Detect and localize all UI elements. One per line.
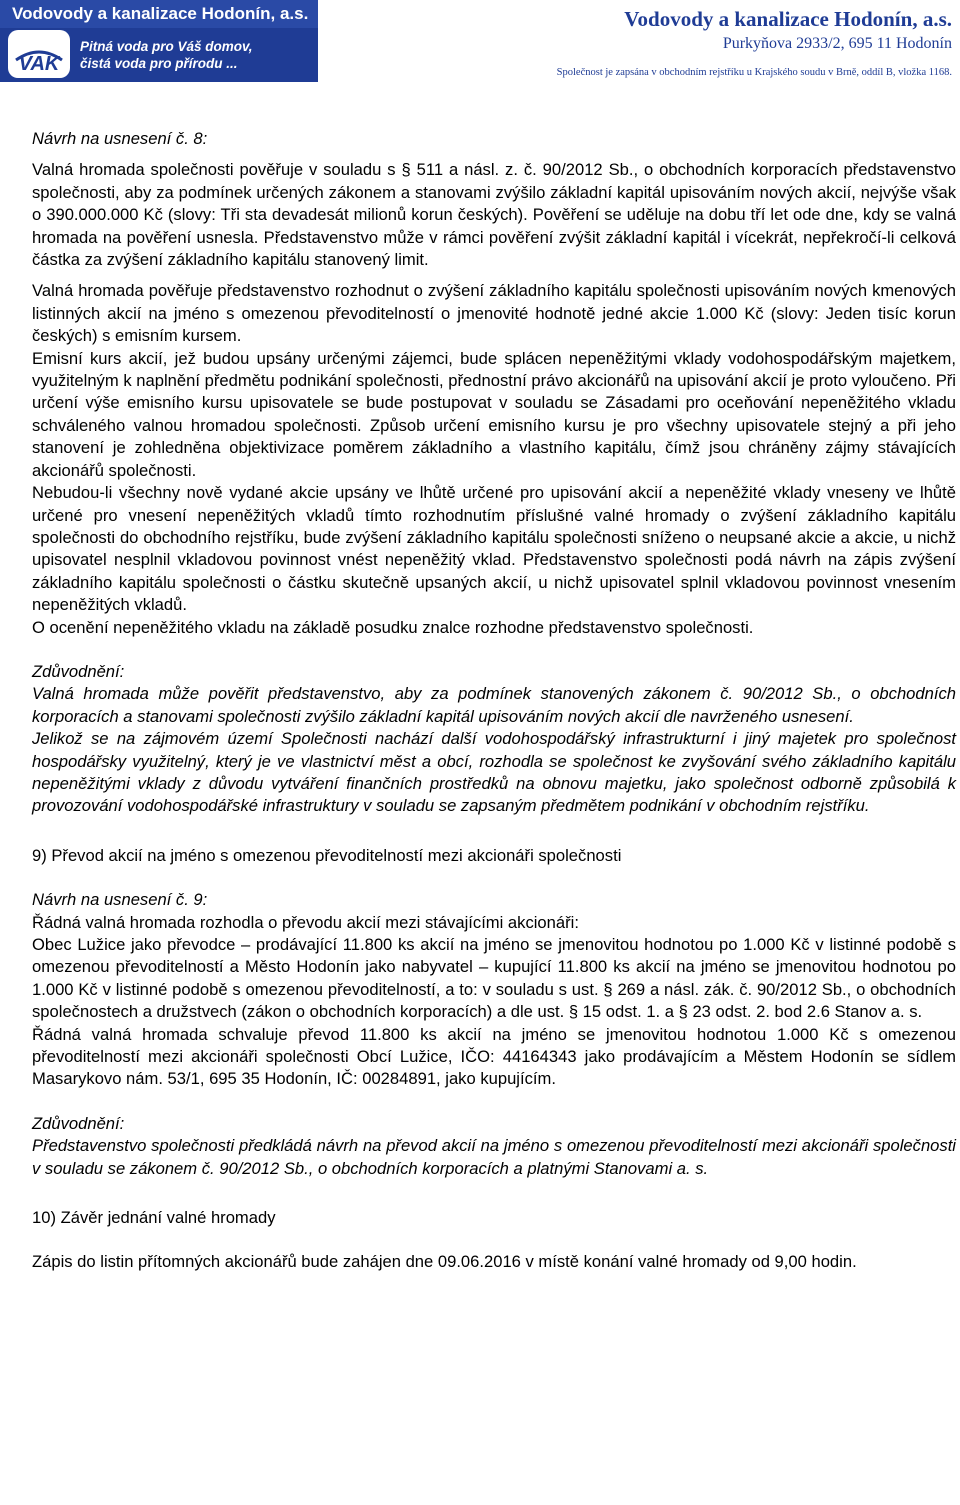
proposal-8-paragraph-5: O ocenění nepeněžitého vkladu na základě posudku znalce rozhodne představenstvo společnosti. [32,617,754,637]
company-address: Purkyňova 2933/2, 695 11 Hodonín [722,35,952,52]
document-body [32,128,956,1274]
proposal-9-paragraph-2: Obec Lužice jako převodce – prodávající 11.800 ks akcií na jméno se jmenovitou hodnotou po 1.000 Kč v listinné podobě s omezenou převoditelností a Město Hodonín jako nabyvatel – kupující 11.800 ks akcií na jméno se jmenovitou hodnotou po 1.000 Kč v listinné podobě s omezenou převoditelností, a to: v souladu s ust. § 269 a násl. zák. č. 90/2012 Sb., o obchodních společnostech a družstvech (zákon o obchodních korporacích) a dle ust. § 15 odst. 1. a § 23 odst. 2. bod 2.6 Stanov a. s. [32,935,956,1022]
logo-banner: Vodovody a kanalizace Hodonín, a.s. [0,0,318,28]
logo-slogan-line-2: čistá voda pro přírodu ... [80,56,238,71]
item-10-paragraph-1: Zápis do listin přítomných akcionářů bude zahájen dne 09.06.2016 v místě konání valné hromady od 9,00 hodin. [32,1252,857,1272]
proposal-8-paragraph-4: Nebudou-li všechny nově vydané akcie upsány ve lhůtě určené pro upisování akcií a nepeněžité vklady vneseny ve lhůtě určené pro vnesení nepeněžitých vkladů tímto rozhodnutím příslušné valné hromady o zvýšení základního kapitálu společnosti do obchodního rejstříku, bude zvýšení základního kapitálu společnosti sníženo o neupsané akcie a akcie, u nichž upisovatel nesplnil vkladovou povinnost vnést nepeněžitý vklad. Představenstvo společnosti podá návrh na zápis zvýšení základního kapitálu společnosti o částku skutečně upsaných akcií, u nichž upisovatel splnil vkladovou povinnost vnesením nepeněžitých vkladů. [32,483,956,615]
justification-8-paragraph-2: Jelikož se na zájmovém území Společnosti nachází další vodohospodářský infrastrukturní i jiný majetek pro společnost hospodářsky využitelný, který je ve vlastnictví měst a obcí, rozhodla se společnost ke zvyšování svého základního kapitálu nepeněžitými vklady z důvodu vytváření finančních prostředků na obnovu majetku, jako společnost odborně způsobilá k provozování vodohospodářské infrastruktury v souladu se zapsaným předmětem podnikání v obchodním rejstříku. [32,729,956,816]
company-logo [0,0,318,82]
company-registration: Společnost je zapsána v obchodním rejstříku u Krajského soudu v Brně, oddíl B, vložka 1168. [556,67,952,78]
logo-mark: VAK [18,53,60,75]
logo-slogan [80,38,253,72]
item-10-title: 10) Závěr jednání valné hromady [32,1208,276,1228]
proposal-9-paragraph-1: Řádná valná hromada rozhodla o převodu akcií mezi stávajícími akcionáři: [32,912,579,932]
proposal-9-paragraph-3: Řádná valná hromada schvaluje převod 11.800 ks akcií na jméno se jmenovitou hodnotou 1.000 Kč s omezenou převoditelností mezi akcionáři společnosti Obcí Lužice, IČO: 44164343 jako prodávajícím a Městem Hodonín se sídlem Masarykovo nám. 53/1, 695 35 Hodonín, IČ: 00284891, jako kupujícím. [32,1024,956,1089]
proposal-8-heading: Návrh na usnesení č. 8: [32,129,208,148]
justification-8-heading: Zdůvodnění: [32,661,125,681]
justification-9-paragraph-1: Představenstvo společnosti předkládá návrh na převod akcií na jméno s omezenou převoditelností mezi akcionáři společnosti v souladu se zákonem č. 90/2012 Sb., o obchodních korporacích a platnými Stanovami a. s. [32,1136,956,1178]
company-info [557,6,952,80]
proposal-8-paragraph-2: Valná hromada pověřuje představenstvo rozhodnut o zvýšení základního kapitálu společnosti upisováním nových kmenových listinných akcií na jméno s omezenou převoditelností o jmenovité hodnotě jedné akcie 1.000 Kč (slovy: Jeden tisíc korun českých) s emisním kursem. [32,281,956,346]
justification-9-heading: Zdůvodnění: [32,1113,125,1133]
company-name: Vodovody a kanalizace Hodonín, a.s. [624,7,952,31]
vak-logo-icon [8,30,70,78]
proposal-8-paragraph-1: Valná hromada společnosti pověřuje v souladu s § 511 a násl. z. č. 90/2012 Sb., o obchodních korporacích představenstvo společnosti, aby za podmínek určených zákonem a stanovami zvýšilo základní kapitál upisováním nových akcií, nejvýše však o 390.000.000 Kč (slovy: Tři sta devadesát milionů korun českých). Pověření se uděluje na dobu tří let ode dne, kdy se valná hromada na pověření usnesla. Představenstvo může v rámci pověření zvýšit základní kapitál i vícekrát, nepřekročí-li celková částka za zvýšení základního kapitálu stanovený limit. [32,160,956,270]
item-9-title: 9) Převod akcií na jméno s omezenou převoditelností mezi akcionáři společnosti [32,845,622,865]
justification-8-paragraph-1: Valná hromada může pověřit představenstvo, aby za podmínek stanovených zákonem č. 90/2012 Sb., o obchodních korporacích a stanovami společnosti zvýšilo základní kapitál upisováním nových akcií dle navrženého usnesení. [32,684,956,726]
logo-slogan-line-1: Pitná voda pro Váš domov, [80,39,253,54]
proposal-8-paragraph-3: Emisní kurs akcií, jež budou upsány určenými zájemci, bude splácen nepeněžitými vklady vodohospodářským majetkem, využitelným k naplnění předmětu podnikání společnosti, přednostní právo akcionářů na upisování akcií je proto vyloučeno. Při určení výše emisního kursu upisovatele se bude postupovat v souladu se Zásadami pro oceňování nepeněžitého vkladu schváleného valnou hromadou společnosti. Způsob určení emisního kursu je pro všechny upisovatele stejný a při jeho stanovení je zohledněna objektivizace poměrem základního a vlastního kapitálu, čímž jsou chráněny zájmy stávajících akcionářů společnosti. [32,348,956,480]
proposal-9-heading: Návrh na usnesení č. 9: [32,890,208,910]
letterhead [0,0,960,82]
